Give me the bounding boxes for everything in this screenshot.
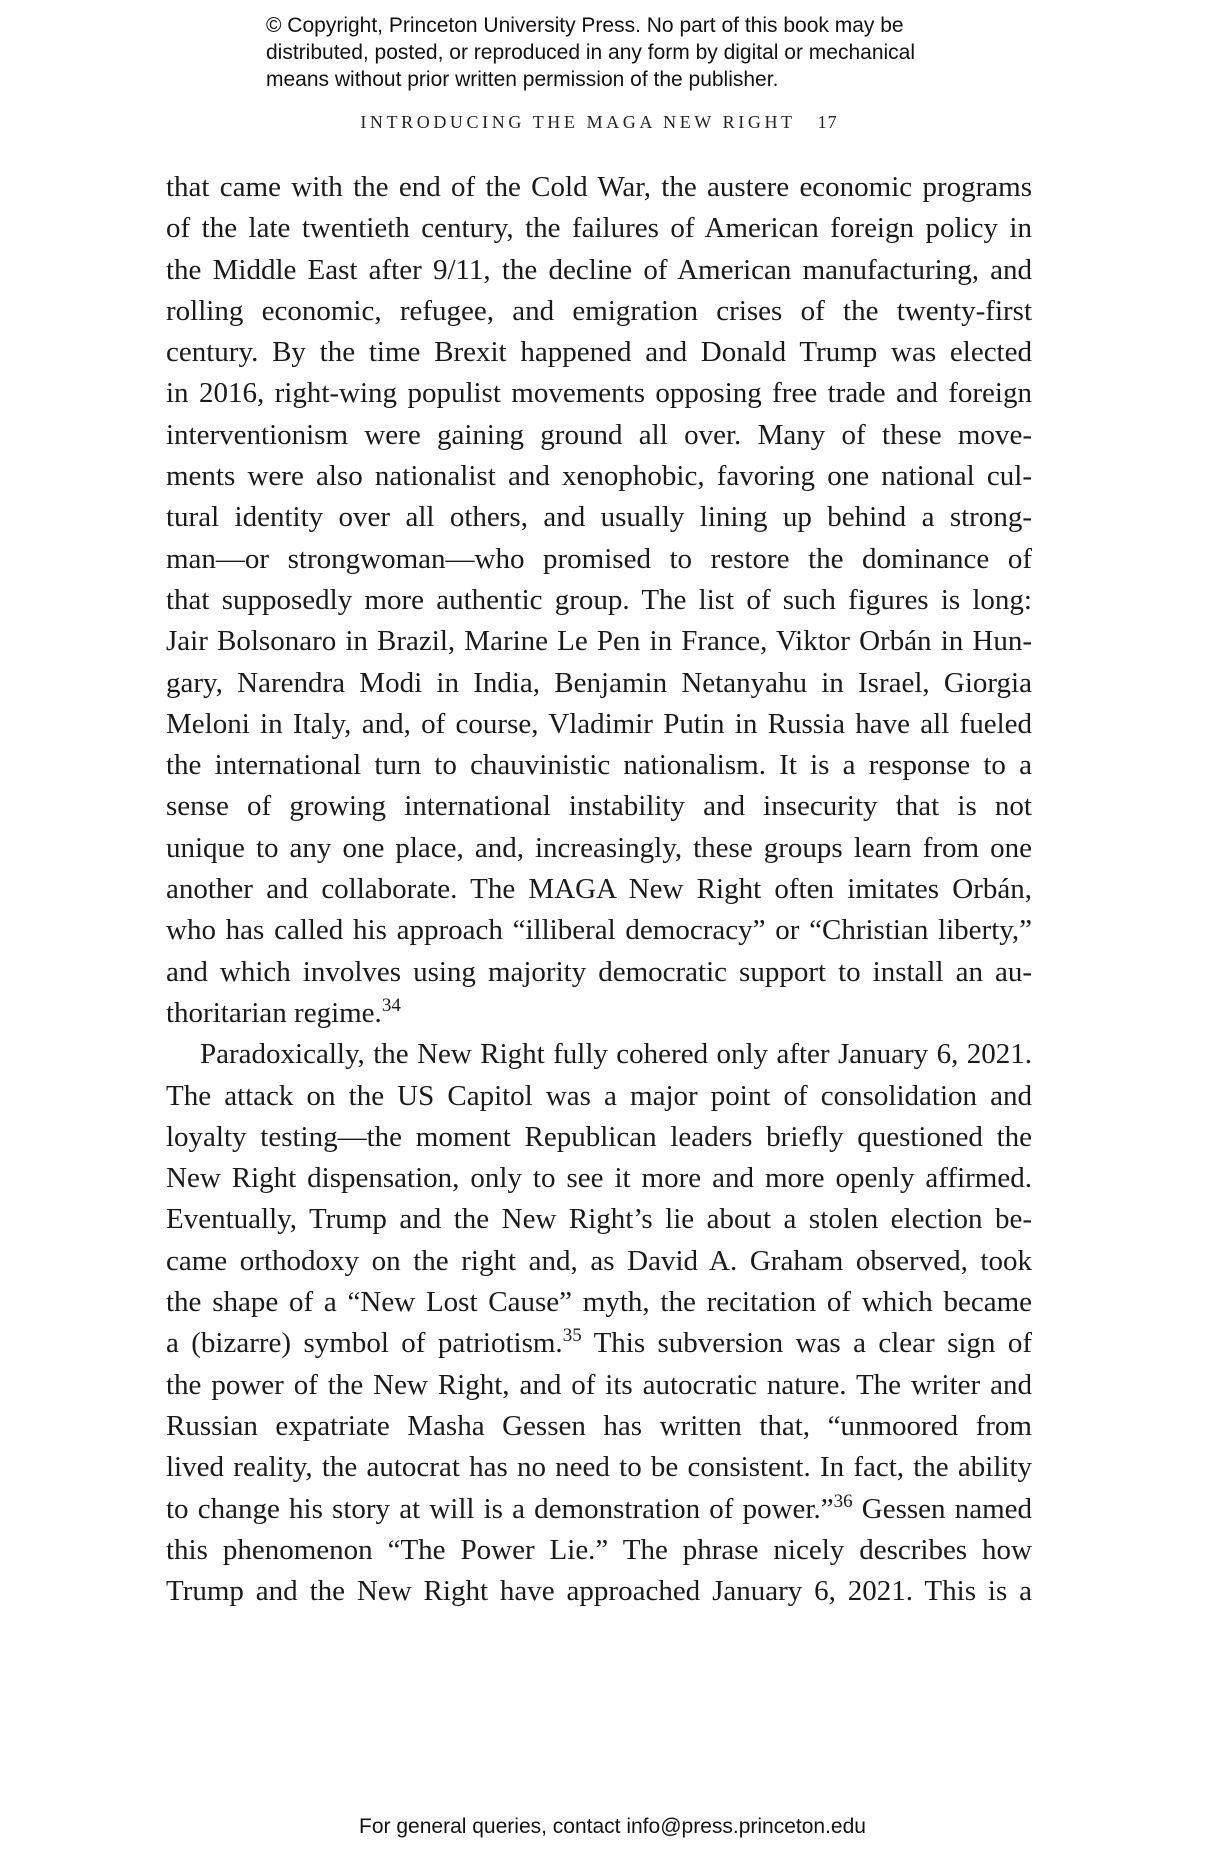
- copyright-line: © Copyright, Princeton University Press. No part of this book may be: [266, 14, 904, 37]
- copyright-line: means without prior written permission of the publisher.: [266, 68, 779, 91]
- text-line: Eventually, Trump and the New Right’s lie about a stolen election be-: [166, 1203, 1032, 1236]
- text-line: that supposedly more authentic group. The list of such figures is long:: [166, 583, 1032, 616]
- text-line: the Middle East after 9/11, the decline of American manufacturing, and: [166, 253, 1032, 286]
- running-head: [166, 112, 1032, 133]
- text-line: Russian expatriate Masha Gessen has written that, “unmoored from: [166, 1409, 1032, 1442]
- text-line: tural identity over all others, and usually lining up behind a strong-: [166, 501, 1032, 534]
- text-line: lived reality, the autocrat has no need to be consistent. In fact, the ability: [166, 1451, 1032, 1484]
- footnote-ref-34: 34: [381, 994, 401, 1016]
- footer-contact: For general queries, contact info@press.princeton.edu: [359, 1815, 866, 1838]
- footnote-ref-35: 35: [562, 1325, 582, 1347]
- text-line: sense of growing international instability and insecurity that is not: [166, 790, 1032, 823]
- text-line: in 2016, right-wing populist movements opposing free trade and foreign: [166, 377, 1032, 410]
- text-line: Jair Bolsonaro in Brazil, Marine Le Pen in France, Viktor Orbán in Hun-: [166, 625, 1032, 658]
- footnote-ref-36: 36: [833, 1490, 853, 1512]
- text-segment: Gessen named: [852, 1492, 1033, 1525]
- text-line: another and collaborate. The MAGA New Right often imitates Orbán,: [166, 873, 1032, 906]
- page-number: 17: [817, 112, 838, 132]
- text-line: New Right dispensation, only to see it more and more openly affirmed.: [166, 1162, 1032, 1195]
- text-segment: a (bizarre) symbol of patriotism.: [166, 1327, 563, 1360]
- text-segment: to change his story at will is a demonstration of power.”: [166, 1492, 834, 1525]
- text-line: [166, 993, 1032, 1034]
- text-line: the power of the New Right, and of its autocratic nature. The writer and: [166, 1368, 1032, 1401]
- text-line: the shape of a “New Lost Cause” myth, the recitation of which became: [166, 1286, 1032, 1319]
- text-segment: thoritarian regime.: [166, 996, 382, 1029]
- text-segment: This subversion was a clear sign of: [581, 1327, 1032, 1360]
- text-line: ments were also nationalist and xenophobic, favoring one national cul-: [166, 460, 1032, 493]
- text-line: man—or strongwoman—who promised to restore the dominance of: [166, 542, 1032, 575]
- copyright-notice: [266, 12, 1026, 93]
- text-line: loyalty testing—the moment Republican leaders briefly questioned the: [166, 1120, 1032, 1153]
- text-line: came orthodoxy on the right and, as David A. Graham observed, took: [166, 1244, 1032, 1277]
- running-head-title: INTRODUCING THE MAGA NEW RIGHT: [360, 112, 796, 132]
- text-line: interventionism were gaining ground all over. Many of these move-: [166, 418, 1032, 451]
- text-line: and which involves using majority democratic support to install an au-: [166, 955, 1032, 988]
- paragraph-first-line: Paradoxically, the New Right fully cohered only after January 6, 2021.: [200, 1038, 1032, 1071]
- text-line: century. By the time Brexit happened and Donald Trump was elected: [166, 336, 1032, 369]
- copyright-line: distributed, posted, or reproduced in any form by digital or mechanical: [266, 41, 916, 64]
- text-line: The attack on the US Capitol was a major point of consolidation and: [166, 1079, 1032, 1112]
- text-line: [166, 1489, 1032, 1530]
- text-line: [166, 1323, 1032, 1364]
- text-line: gary, Narendra Modi in India, Benjamin Netanyahu in Israel, Giorgia: [166, 666, 1032, 699]
- text-line: unique to any one place, and, increasingly, these groups learn from one: [166, 831, 1032, 864]
- text-line: rolling economic, refugee, and emigration crises of the twenty-first: [166, 294, 1032, 327]
- text-line: that came with the end of the Cold War, the austere economic programs: [166, 171, 1032, 203]
- text-line: who has called his approach “illiberal democracy” or “Christian liberty,”: [166, 914, 1032, 947]
- text-line: Trump and the New Right have approached January 6, 2021. This is a: [166, 1575, 1032, 1608]
- text-line: Meloni in Italy, and, of course, Vladimir Putin in Russia have all fueled: [166, 707, 1032, 740]
- text-line: the international turn to chauvinistic nationalism. It is a response to a: [166, 749, 1032, 782]
- body-text: [166, 167, 1032, 1612]
- text-line: this phenomenon “The Power Lie.” The phrase nicely describes how: [166, 1533, 1032, 1566]
- text-line: of the late twentieth century, the failures of American foreign policy in: [166, 212, 1032, 245]
